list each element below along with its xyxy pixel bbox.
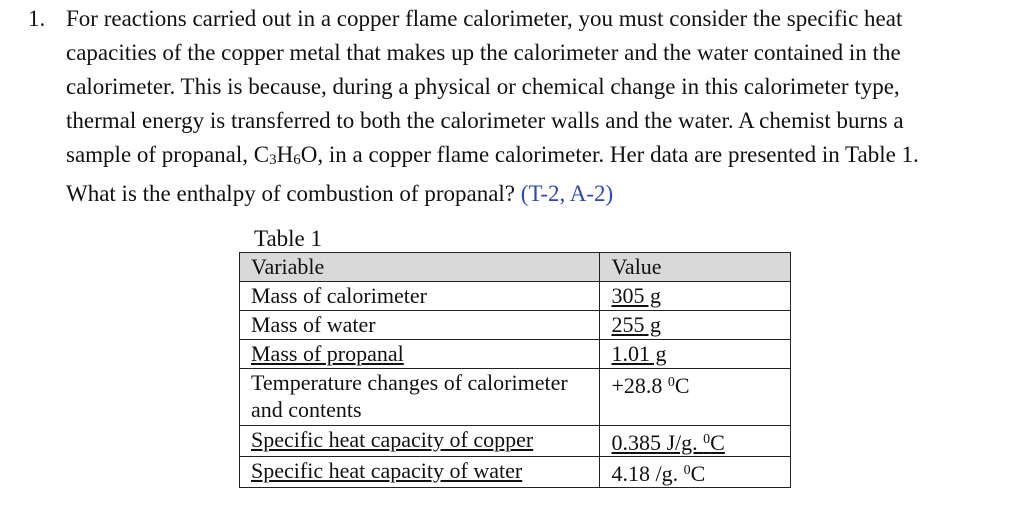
value-suffix: C: [674, 373, 690, 398]
value-prefix: 4.18 /g.: [611, 461, 684, 486]
line5-before: sample of propanal, C: [66, 142, 270, 167]
cell-variable: Mass of calorimeter: [240, 282, 600, 311]
table-row: [240, 340, 791, 369]
formula-h: H: [276, 142, 294, 167]
value-text: 1.01 g: [611, 341, 667, 366]
degree-superscript: 0: [683, 463, 691, 478]
value-text: 255 g: [611, 312, 661, 337]
value-text: 305 g: [611, 283, 661, 308]
cell-variable: Mass of water: [240, 311, 600, 340]
curriculum-codes: (T-2, A-2): [520, 181, 614, 206]
cell-variable: [240, 340, 600, 369]
formula-h-subscript: 6: [293, 152, 301, 168]
table-row: [240, 426, 791, 457]
value-prefix: 0.385 J/g.: [611, 430, 704, 455]
cell-value: [600, 457, 791, 488]
cell-variable: Temperature changes of calorimeter and contents: [240, 369, 600, 426]
cell-variable: [240, 457, 600, 488]
formula-o: O: [300, 142, 318, 167]
line6-text: What is the enthalpy of combustion of propanal?: [66, 181, 521, 206]
question-line-4: thermal energy is transferred to both the calorimeter walls and the water. A chemist burns a: [66, 108, 904, 133]
variable-text: Specific heat capacity of copper: [251, 427, 534, 452]
cell-variable: [240, 426, 600, 457]
value-suffix: C: [690, 461, 706, 486]
header-variable: Variable: [240, 253, 600, 282]
cell-value: [600, 311, 791, 340]
question-text: [66, 2, 1006, 211]
value-prefix: +28.8: [611, 373, 668, 398]
question-line-1: For reactions carried out in a copper flame calorimeter, you must consider the specific heat: [66, 6, 903, 31]
variable-text: Mass of propanal: [251, 341, 404, 366]
table-caption: Table 1: [254, 226, 323, 251]
question-line-2: capacities of the copper metal that makes up the calorimeter and the water contained in the: [66, 40, 901, 65]
cell-value: [600, 340, 791, 369]
degree-superscript: 0: [703, 432, 711, 447]
table-row: [240, 282, 791, 311]
value-text: [611, 430, 724, 455]
variable-text: Specific heat capacity of water: [251, 458, 523, 483]
formula-c-subscript: 3: [269, 152, 277, 168]
cell-value: [600, 426, 791, 457]
question-number: 1.: [28, 6, 46, 31]
table-row: [240, 457, 791, 488]
question-line-5: [66, 138, 1006, 177]
table-header-row: [240, 253, 791, 282]
table-row: [240, 311, 791, 340]
cell-value: [600, 369, 791, 426]
header-value: Value: [600, 253, 791, 282]
degree-superscript: 0: [667, 375, 675, 390]
line5-after: , in a copper flame calorimeter. Her data are presented in Table 1.: [317, 142, 919, 167]
cell-value: [600, 282, 791, 311]
question-line-3: calorimeter. This is because, during a physical or chemical change in this calorimeter type,: [66, 74, 900, 99]
table-row: [240, 369, 791, 426]
data-table: [239, 252, 791, 488]
question-line-6: [66, 177, 1006, 211]
value-suffix: C: [710, 430, 725, 455]
